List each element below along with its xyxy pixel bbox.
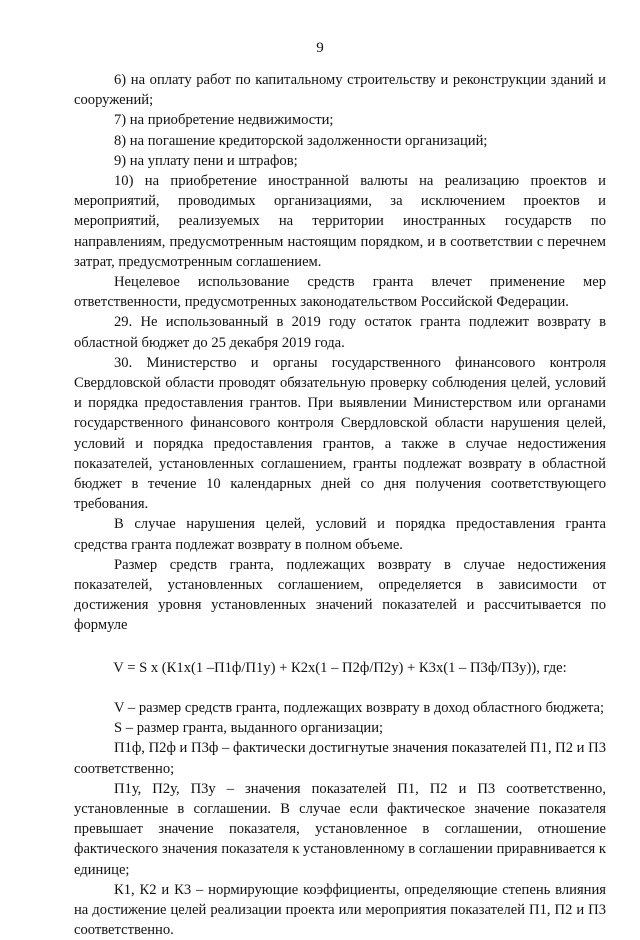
paragraph-refund-size: Размер средств гранта, подлежащих возврату в случае недостижения показателей, установленных соглашением, определяется в зависимости от достижения уровня установленных значений показателей и рассчитывается по формуле — [74, 556, 606, 634]
paragraph-item-7: 7) на приобретение недвижимости; — [114, 112, 334, 129]
document-body — [74, 70, 606, 940]
paragraph-misuse: Нецелевое использование средств гранта влечет применение мер ответственности, предусмотренных законодательством Российской Федерации. — [74, 274, 606, 311]
definition-coefficients: К1, К2 и К3 – нормирующие коэффициенты, определяющие степень влияния на достижение целей реализации проекта или мероприятия показателей П1, П2 и П3 соответственно. — [74, 881, 606, 939]
paragraph-item-9: 9) на уплату пени и штрафов; — [114, 152, 298, 169]
paragraph-item-10: 10) на приобретение иностранной валюты на реализацию проектов и мероприятий, проводимых организациями, за исключением проектов и мероприятий, реализуемых на территории иностранных государств по направлениям, предусмотренным настоящим порядком, и в соответствии с перечнем затрат, предусмотренным соглашением. — [74, 173, 606, 270]
page-number: 9 — [316, 40, 324, 56]
paragraph-item-6: 6) на оплату работ по капитальному строительству и реконструкции зданий и сооружений; — [74, 72, 606, 109]
paragraph-item-8: 8) на погашение кредиторской задолженности организаций; — [114, 132, 488, 149]
paragraph-clause-30: 30. Министерство и органы государственного финансового контроля Свердловской области проводят обязательную проверку соблюдения целей, условий и порядка предоставления грантов. При выявлении Министерством или органами государственного финансового контроля Свердловской области нарушения целей, условий и порядка предоставления грантов, а также в случае недостижения показателей, установленных соглашением, гранты подлежат возврату в областной бюджет в течение 10 календарных дней со дня получения соответствующего требования. — [74, 354, 606, 513]
definition-v: V – размер средств гранта, подлежащих возврату в доход областного бюджета; — [114, 699, 605, 716]
definition-actual-values: П1ф, П2ф и П3ф – фактически достигнутые значения показателей П1, П2 и П3 соответственно; — [74, 740, 606, 777]
paragraph-violation: В случае нарушения целей, условий и порядка предоставления гранта средства гранта подлежат возврату в полном объеме. — [74, 516, 606, 553]
definition-target-values: П1у, П2у, П3у – значения показателей П1, П2 и П3 соответственно, установленные в соглашении. В случае если фактическое значение показателя превышает значение показателя, установленное в соглашении, отношение фактического значения показателя к установленному в соглашении приравнивается к единице; — [74, 780, 606, 878]
paragraph-clause-29: 29. Не использованный в 2019 году остаток гранта подлежит возврату в областной бюджет до 25 декабря 2019 года. — [74, 314, 606, 351]
formula: V = S x (К1x(1 –П1ф/П1у) + К2x(1 – П2ф/П2у) + К3x(1 – П3ф/П3у)), где: — [113, 659, 567, 676]
definition-s: S – размер гранта, выданного организации; — [114, 720, 384, 737]
